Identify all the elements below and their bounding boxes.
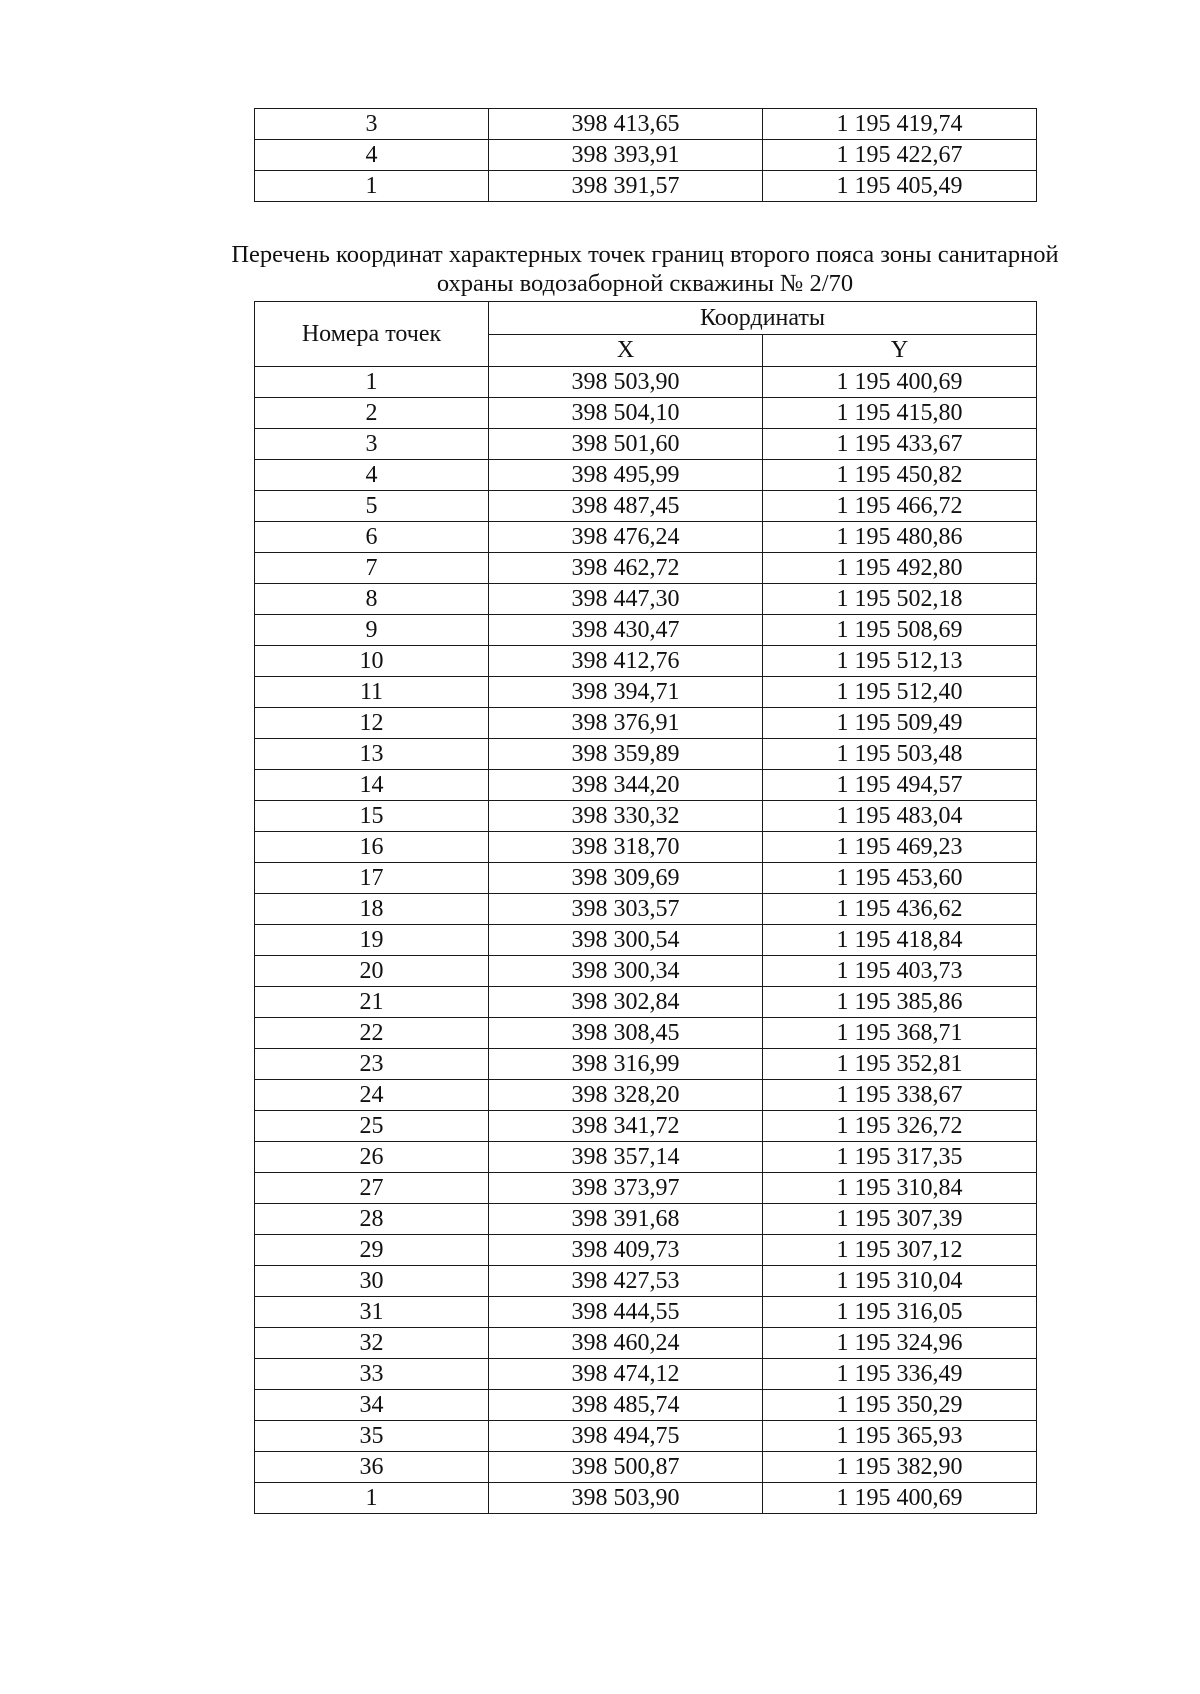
x-coordinate-cell: 398 501,60	[489, 429, 763, 460]
point-number-cell: 28	[255, 1204, 489, 1235]
y-coordinate-cell: 1 195 436,62	[763, 894, 1037, 925]
point-number-cell: 36	[255, 1452, 489, 1483]
table-row	[255, 1018, 1037, 1049]
y-coordinate-cell: 1 195 405,49	[763, 171, 1037, 202]
y-coordinate-cell: 1 195 403,73	[763, 956, 1037, 987]
y-coordinate-cell: 1 195 450,82	[763, 460, 1037, 491]
point-number-cell: 25	[255, 1111, 489, 1142]
table-row	[255, 987, 1037, 1018]
x-coordinate-cell: 398 394,71	[489, 677, 763, 708]
point-number-cell: 29	[255, 1235, 489, 1266]
y-coordinate-cell: 1 195 317,35	[763, 1142, 1037, 1173]
x-coordinate-cell: 398 460,24	[489, 1328, 763, 1359]
x-coordinate-cell: 398 330,32	[489, 801, 763, 832]
table-row	[255, 491, 1037, 522]
x-coordinate-cell: 398 504,10	[489, 398, 763, 429]
x-coordinate-cell: 398 300,54	[489, 925, 763, 956]
header-coordinates: Координаты	[489, 302, 1037, 335]
point-number-cell: 3	[255, 429, 489, 460]
point-number-cell: 19	[255, 925, 489, 956]
y-coordinate-cell: 1 195 365,93	[763, 1421, 1037, 1452]
y-coordinate-cell: 1 195 310,04	[763, 1266, 1037, 1297]
x-coordinate-cell: 398 503,90	[489, 367, 763, 398]
y-coordinate-cell: 1 195 492,80	[763, 553, 1037, 584]
x-coordinate-cell: 398 444,55	[489, 1297, 763, 1328]
y-coordinate-cell: 1 195 350,29	[763, 1390, 1037, 1421]
continued-coordinates-table	[254, 108, 1037, 202]
coordinates-table-header	[255, 302, 1037, 367]
point-number-cell: 8	[255, 584, 489, 615]
table-row	[255, 1452, 1037, 1483]
point-number-cell: 7	[255, 553, 489, 584]
point-number-cell: 4	[255, 140, 489, 171]
point-number-cell: 15	[255, 801, 489, 832]
continued-coordinates-body	[255, 109, 1037, 202]
x-coordinate-cell: 398 476,24	[489, 522, 763, 553]
y-coordinate-cell: 1 195 503,48	[763, 739, 1037, 770]
point-number-cell: 6	[255, 522, 489, 553]
table-row	[255, 171, 1037, 202]
y-coordinate-cell: 1 195 400,69	[763, 367, 1037, 398]
x-coordinate-cell: 398 485,74	[489, 1390, 763, 1421]
y-coordinate-cell: 1 195 352,81	[763, 1049, 1037, 1080]
table-row	[255, 429, 1037, 460]
y-coordinate-cell: 1 195 508,69	[763, 615, 1037, 646]
x-coordinate-cell: 398 409,73	[489, 1235, 763, 1266]
x-coordinate-cell: 398 302,84	[489, 987, 763, 1018]
point-number-cell: 1	[255, 171, 489, 202]
y-coordinate-cell: 1 195 385,86	[763, 987, 1037, 1018]
table-row	[255, 398, 1037, 429]
table-row	[255, 832, 1037, 863]
y-coordinate-cell: 1 195 419,74	[763, 109, 1037, 140]
x-coordinate-cell: 398 462,72	[489, 553, 763, 584]
table-row	[255, 1297, 1037, 1328]
x-coordinate-cell: 398 341,72	[489, 1111, 763, 1142]
point-number-cell: 24	[255, 1080, 489, 1111]
point-number-cell: 23	[255, 1049, 489, 1080]
y-coordinate-cell: 1 195 326,72	[763, 1111, 1037, 1142]
table-row	[255, 1204, 1037, 1235]
table-row	[255, 1111, 1037, 1142]
header-point-numbers: Номера точек	[255, 302, 489, 367]
x-coordinate-cell: 398 300,34	[489, 956, 763, 987]
x-coordinate-cell: 398 303,57	[489, 894, 763, 925]
y-coordinate-cell: 1 195 494,57	[763, 770, 1037, 801]
x-coordinate-cell: 398 391,68	[489, 1204, 763, 1235]
point-number-cell: 34	[255, 1390, 489, 1421]
point-number-cell: 31	[255, 1297, 489, 1328]
x-coordinate-cell: 398 359,89	[489, 739, 763, 770]
point-number-cell: 35	[255, 1421, 489, 1452]
table-row	[255, 1142, 1037, 1173]
point-number-cell: 26	[255, 1142, 489, 1173]
table-row	[255, 1390, 1037, 1421]
table-row	[255, 1080, 1037, 1111]
point-number-cell: 2	[255, 398, 489, 429]
x-coordinate-cell: 398 412,76	[489, 646, 763, 677]
y-coordinate-cell: 1 195 307,12	[763, 1235, 1037, 1266]
table-row	[255, 863, 1037, 894]
table-row	[255, 1173, 1037, 1204]
table-row	[255, 708, 1037, 739]
table-row	[255, 140, 1037, 171]
point-number-cell: 3	[255, 109, 489, 140]
point-number-cell: 20	[255, 956, 489, 987]
coordinates-table-body	[255, 367, 1037, 1514]
y-coordinate-cell: 1 195 502,18	[763, 584, 1037, 615]
x-coordinate-cell: 398 318,70	[489, 832, 763, 863]
x-coordinate-cell: 398 391,57	[489, 171, 763, 202]
x-coordinate-cell: 398 309,69	[489, 863, 763, 894]
table-row	[255, 739, 1037, 770]
table-row	[255, 1483, 1037, 1514]
point-number-cell: 17	[255, 863, 489, 894]
y-coordinate-cell: 1 195 415,80	[763, 398, 1037, 429]
x-coordinate-cell: 398 474,12	[489, 1359, 763, 1390]
table-row	[255, 677, 1037, 708]
table-row	[255, 522, 1037, 553]
point-number-cell: 14	[255, 770, 489, 801]
x-coordinate-cell: 398 357,14	[489, 1142, 763, 1173]
table-row	[255, 770, 1037, 801]
x-coordinate-cell: 398 344,20	[489, 770, 763, 801]
y-coordinate-cell: 1 195 316,05	[763, 1297, 1037, 1328]
y-coordinate-cell: 1 195 307,39	[763, 1204, 1037, 1235]
point-number-cell: 4	[255, 460, 489, 491]
table-row	[255, 1421, 1037, 1452]
y-coordinate-cell: 1 195 338,67	[763, 1080, 1037, 1111]
y-coordinate-cell: 1 195 400,69	[763, 1483, 1037, 1514]
x-coordinate-cell: 398 376,91	[489, 708, 763, 739]
y-coordinate-cell: 1 195 512,40	[763, 677, 1037, 708]
table-row	[255, 646, 1037, 677]
y-coordinate-cell: 1 195 382,90	[763, 1452, 1037, 1483]
x-coordinate-cell: 398 503,90	[489, 1483, 763, 1514]
point-number-cell: 21	[255, 987, 489, 1018]
y-coordinate-cell: 1 195 418,84	[763, 925, 1037, 956]
x-coordinate-cell: 398 495,99	[489, 460, 763, 491]
point-number-cell: 32	[255, 1328, 489, 1359]
y-coordinate-cell: 1 195 433,67	[763, 429, 1037, 460]
point-number-cell: 16	[255, 832, 489, 863]
y-coordinate-cell: 1 195 310,84	[763, 1173, 1037, 1204]
heading-line-2: охраны водозаборной скважины № 2/70	[436, 270, 854, 297]
table-row	[255, 615, 1037, 646]
point-number-cell: 27	[255, 1173, 489, 1204]
point-number-cell: 1	[255, 1483, 489, 1514]
y-coordinate-cell: 1 195 512,13	[763, 646, 1037, 677]
x-coordinate-cell: 398 494,75	[489, 1421, 763, 1452]
table-heading	[150, 240, 1140, 298]
table-row	[255, 584, 1037, 615]
x-coordinate-cell: 398 413,65	[489, 109, 763, 140]
y-coordinate-cell: 1 195 324,96	[763, 1328, 1037, 1359]
point-number-cell: 13	[255, 739, 489, 770]
table-row	[255, 1235, 1037, 1266]
x-coordinate-cell: 398 373,97	[489, 1173, 763, 1204]
point-number-cell: 22	[255, 1018, 489, 1049]
table-row	[255, 801, 1037, 832]
table-row	[255, 1359, 1037, 1390]
y-coordinate-cell: 1 195 466,72	[763, 491, 1037, 522]
y-coordinate-cell: 1 195 368,71	[763, 1018, 1037, 1049]
x-coordinate-cell: 398 427,53	[489, 1266, 763, 1297]
point-number-cell: 9	[255, 615, 489, 646]
x-coordinate-cell: 398 430,47	[489, 615, 763, 646]
table-row	[255, 956, 1037, 987]
table-row	[255, 553, 1037, 584]
x-coordinate-cell: 398 393,91	[489, 140, 763, 171]
table-row	[255, 925, 1037, 956]
x-coordinate-cell: 398 487,45	[489, 491, 763, 522]
table-row	[255, 894, 1037, 925]
y-coordinate-cell: 1 195 336,49	[763, 1359, 1037, 1390]
point-number-cell: 30	[255, 1266, 489, 1297]
table-row	[255, 460, 1037, 491]
header-y: Y	[763, 334, 1037, 367]
point-number-cell: 5	[255, 491, 489, 522]
x-coordinate-cell: 398 500,87	[489, 1452, 763, 1483]
table-row	[255, 1049, 1037, 1080]
point-number-cell: 33	[255, 1359, 489, 1390]
y-coordinate-cell: 1 195 469,23	[763, 832, 1037, 863]
x-coordinate-cell: 398 308,45	[489, 1018, 763, 1049]
x-coordinate-cell: 398 328,20	[489, 1080, 763, 1111]
table-row	[255, 1266, 1037, 1297]
y-coordinate-cell: 1 195 480,86	[763, 522, 1037, 553]
point-number-cell: 18	[255, 894, 489, 925]
table-row	[255, 367, 1037, 398]
point-number-cell: 10	[255, 646, 489, 677]
point-number-cell: 12	[255, 708, 489, 739]
y-coordinate-cell: 1 195 483,04	[763, 801, 1037, 832]
coordinates-table	[254, 301, 1037, 1514]
x-coordinate-cell: 398 316,99	[489, 1049, 763, 1080]
header-x: X	[489, 334, 763, 367]
point-number-cell: 11	[255, 677, 489, 708]
y-coordinate-cell: 1 195 422,67	[763, 140, 1037, 171]
table-row	[255, 1328, 1037, 1359]
y-coordinate-cell: 1 195 453,60	[763, 863, 1037, 894]
x-coordinate-cell: 398 447,30	[489, 584, 763, 615]
y-coordinate-cell: 1 195 509,49	[763, 708, 1037, 739]
heading-line-1: Перечень координат характерных точек границ второго пояса зоны санитарной	[231, 241, 1059, 268]
table-row	[255, 109, 1037, 140]
point-number-cell: 1	[255, 367, 489, 398]
